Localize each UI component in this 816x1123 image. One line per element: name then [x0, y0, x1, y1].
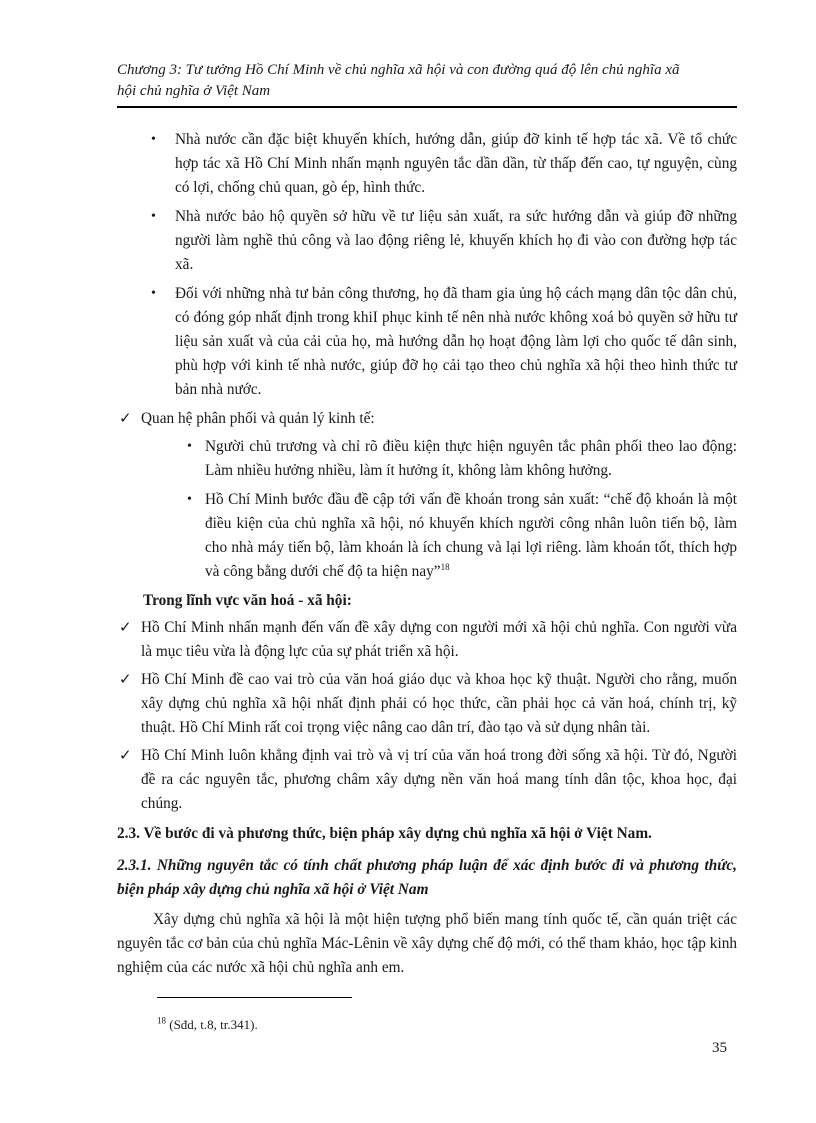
list-item [117, 128, 737, 200]
subsection-heading: 2.3.1. Những nguyên tắc có tính chất phương pháp luận để xác định bước đi và phương thức, biện pháp xây dựng chủ nghĩa xã hội ở Việt Nam [117, 857, 737, 898]
footnote-reference: 18 [440, 561, 450, 572]
list-item [117, 282, 737, 402]
list-item-text: Người chủ trương và chỉ rõ điều kiện thực hiện nguyên tắc phân phối theo lao động: Làm nhiều hưởng nhiều, làm ít hưởng ít, không làm không hưởng. [205, 438, 737, 479]
footnote-number: 18 [157, 1015, 166, 1026]
distribution-heading [117, 407, 737, 431]
checkmark-icon: ✓ [119, 748, 132, 764]
page-number: 35 [712, 1040, 727, 1056]
list-item-text: Hồ Chí Minh nhấn mạnh đến vấn đề xây dựng con người mới xã hội chủ nghĩa. Con người vừa là mục tiêu vừa là động lực của sự phát triển xã hội. [141, 619, 737, 660]
list-item [117, 744, 737, 816]
section-heading: 2.3. Về bước đi và phương thức, biện pháp xây dựng chủ nghĩa xã hội ở Việt Nam. [117, 825, 652, 842]
main-content [117, 128, 737, 980]
list-item-text: Hồ Chí Minh luôn khẳng định vai trò và vị trí của văn hoá trong đời sống xã hội. Từ đó, Người đề ra các nguyên tắc, phương châm xây dựng nền văn hoá mang tính dân tộc, khoa học, đại chúng. [141, 747, 737, 812]
culture-heading: Trong lĩnh vực văn hoá - xã hội: [143, 592, 352, 609]
list-item-text: Nhà nước bảo hộ quyền sở hữu về tư liệu sản xuất, ra sức hướng dẫn và giúp đỡ những người làm nghề thủ công và lao động riêng lẻ, khuyến khích họ đi vào con đường hợp tác xã. [175, 208, 737, 273]
bullet-icon: • [151, 286, 156, 301]
bullet-icon: • [187, 492, 192, 507]
list-item-text: Hồ Chí Minh đề cao vai trò của văn hoá giáo dục và khoa học kỹ thuật. Người cho rằng, muốn xây dựng chủ nghĩa xã hội nhất định phải có học thức, cần phải học cả văn hoá, chính trị, kỹ thuật. Hồ Chí Minh rất coi trọng việc nâng cao dân trí, đào tạo và sử dụng nhân tài. [141, 671, 737, 736]
footnote [157, 1016, 258, 1034]
list-item-text: Nhà nước cần đặc biệt khuyến khích, hướng dẫn, giúp đỡ kinh tế hợp tác xã. Về tổ chức hợp tác xã Hồ Chí Minh nhấn mạnh nguyên tắc dần dần, từ thấp đến cao, tự nguyện, cùng có lợi, chống chủ quan, gò ép, hình thức. [175, 131, 737, 196]
header-line-2: hội chủ nghĩa ở Việt Nam [117, 83, 271, 99]
list-item-text: Hồ Chí Minh bước đầu đề cập tới vấn đề khoán trong sản xuất: “chế độ khoán là một điều kiện của chủ nghĩa xã hội, nó khuyến khích người công nhân luôn tiến bộ, làm cho nhà máy tiến bộ, làm khoán là ích chung và lại lợi riêng. làm khoán tốt, thích hợp và công bằng dưới chế độ ta hiện nay” [205, 491, 737, 580]
bullet-icon: • [187, 439, 192, 454]
chapter-header [117, 60, 737, 102]
list-item [117, 205, 737, 277]
footnote-text: (Sđd, t.8, tr.341). [166, 1017, 258, 1032]
bullet-icon: • [151, 209, 156, 224]
checkmark-icon: ✓ [119, 620, 132, 636]
header-divider [117, 106, 737, 108]
checkmark-icon: ✓ [119, 672, 132, 688]
checkmark-icon: ✓ [119, 411, 132, 427]
header-line-1: Chương 3: Tư tưởng Hồ Chí Minh về chủ nghĩa xã hội và con đường quá độ lên chủ nghĩa xã [117, 62, 680, 78]
bullet-icon: • [151, 132, 156, 147]
list-item [117, 616, 737, 664]
footnote-divider [157, 997, 352, 998]
list-item [117, 435, 737, 483]
distribution-heading-text: Quan hệ phân phối và quản lý kinh tế: [141, 410, 375, 427]
list-item [117, 488, 737, 584]
list-item [117, 668, 737, 740]
body-paragraph: Xây dựng chủ nghĩa xã hội là một hiện tượng phổ biến mang tính quốc tế, cần quán triệt các nguyên tắc cơ bản của chủ nghĩa Mác-Lênin về xây dựng chế độ mới, có thể tham khảo, học tập kinh nghiệm của các nước xã hội chủ nghĩa anh em. [117, 911, 737, 976]
list-item-text: Đối với những nhà tư bản công thương, họ đã tham gia ủng hộ cách mạng dân tộc dân chủ, có đóng góp nhất định trong khiI phục kinh tế nên nhà nước không xoá bỏ quyền sở hữu tư liệu sản xuất và của cải của họ, mà hướng dẫn họ hoạt động làm lợi cho quốc tế dân sinh, phù hợp với kinh tế nhà nước, giúp đỡ họ cải tạo theo chủ nghĩa xã hội theo hình thức tư bản nhà nước. [175, 285, 737, 398]
